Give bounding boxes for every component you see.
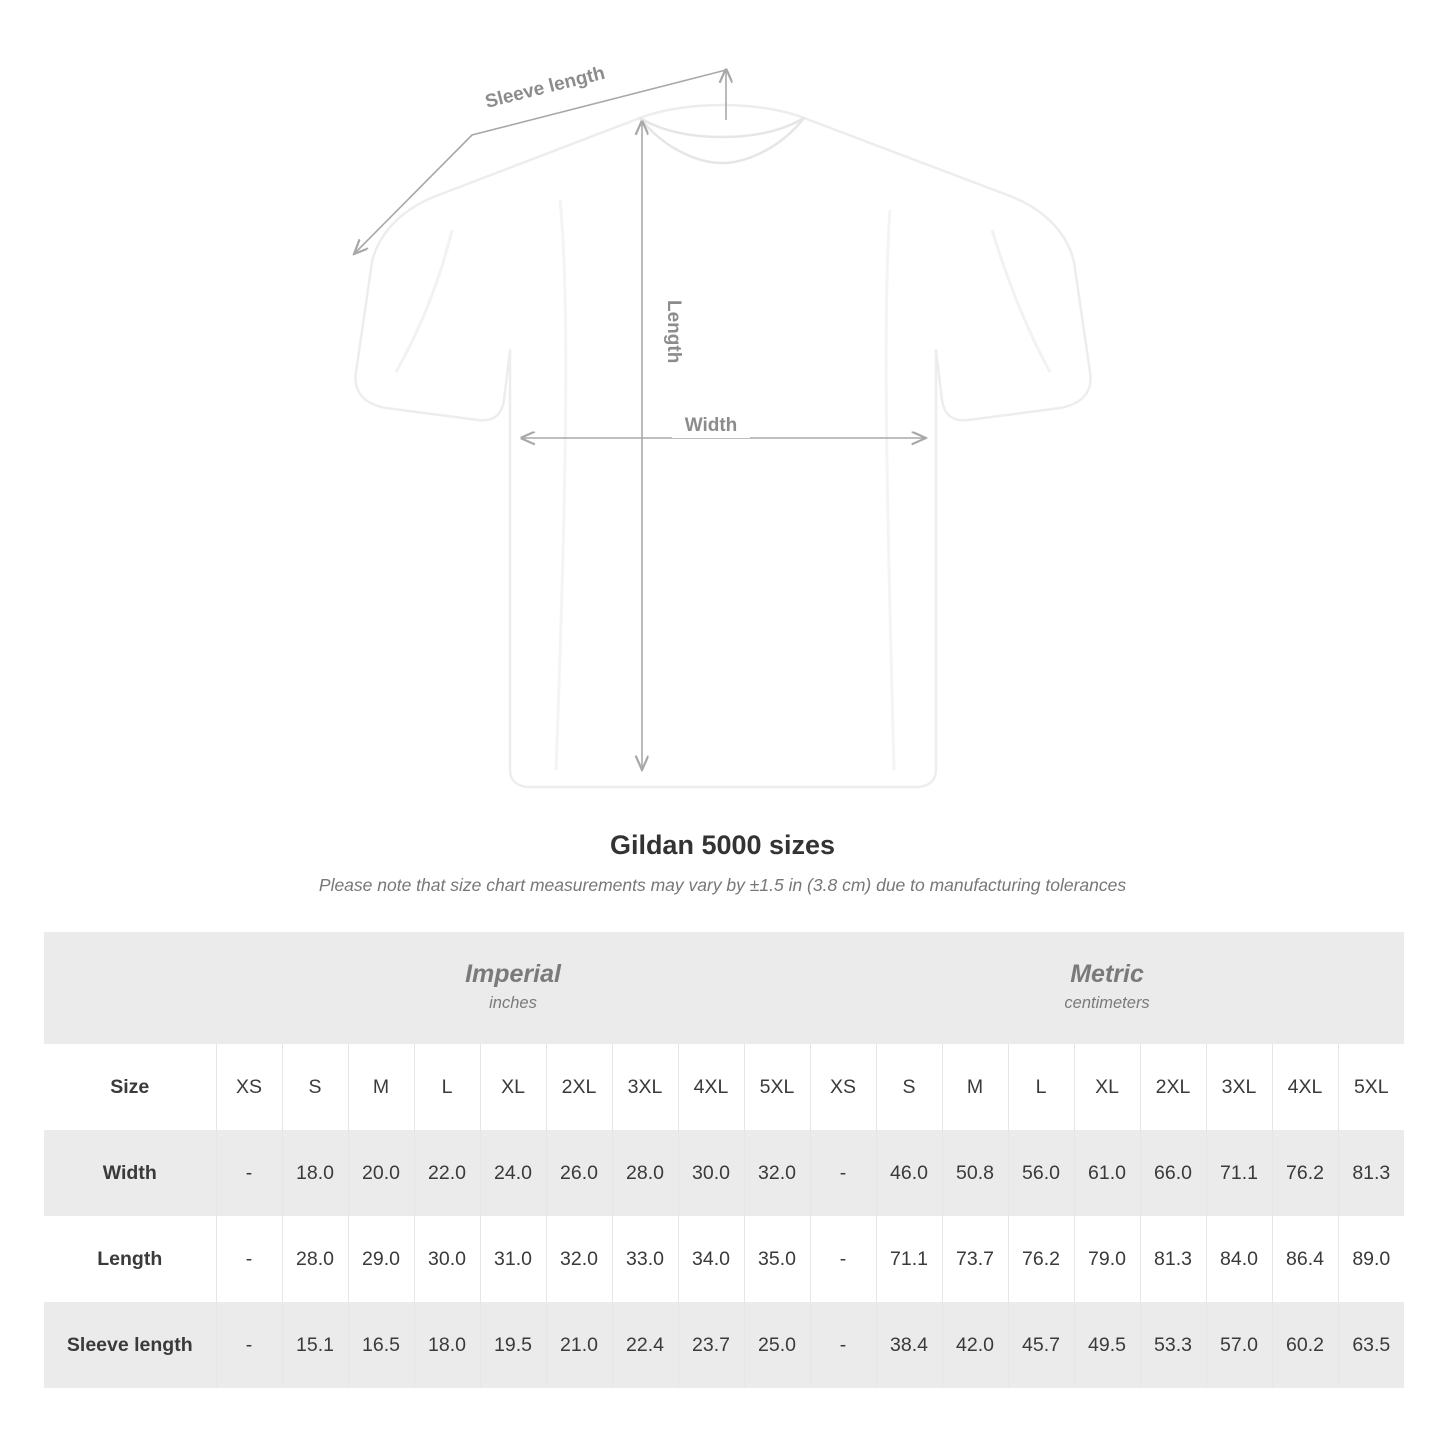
cell-length-met-5xl: 89.0 — [1338, 1216, 1404, 1302]
cell-length-imp-xl: 31.0 — [480, 1216, 546, 1302]
cell-sleeve-imp-l: 18.0 — [414, 1302, 480, 1388]
size-col-met-m: M — [942, 1044, 1008, 1130]
cell-width-imp-xl: 24.0 — [480, 1130, 546, 1216]
size-col-imp-m: M — [348, 1044, 414, 1130]
cell-sleeve-met-4xl: 60.2 — [1272, 1302, 1338, 1388]
cell-length-imp-3xl: 33.0 — [612, 1216, 678, 1302]
cell-length-imp-l: 30.0 — [414, 1216, 480, 1302]
cell-width-met-xs: - — [810, 1130, 876, 1216]
imperial-sublabel: inches — [489, 994, 537, 1013]
cell-length-imp-m: 29.0 — [348, 1216, 414, 1302]
cell-sleeve-met-s: 38.4 — [876, 1302, 942, 1388]
cell-length-met-4xl: 86.4 — [1272, 1216, 1338, 1302]
size-col-imp-xs: XS — [216, 1044, 282, 1130]
size-col-imp-3xl: 3XL — [612, 1044, 678, 1130]
cell-width-met-s: 46.0 — [876, 1130, 942, 1216]
row-label-size: Size — [44, 1044, 216, 1130]
cell-width-imp-xs: - — [216, 1130, 282, 1216]
cell-sleeve-imp-3xl: 22.4 — [612, 1302, 678, 1388]
cell-width-met-m: 50.8 — [942, 1130, 1008, 1216]
cell-sleeve-met-xs: - — [810, 1302, 876, 1388]
size-col-met-xs: XS — [810, 1044, 876, 1130]
size-col-met-3xl: 3XL — [1206, 1044, 1272, 1130]
size-chart-table — [44, 932, 1404, 1388]
cell-sleeve-met-3xl: 57.0 — [1206, 1302, 1272, 1388]
cell-length-imp-5xl: 35.0 — [744, 1216, 810, 1302]
cell-width-imp-3xl: 28.0 — [612, 1130, 678, 1216]
cell-sleeve-imp-s: 15.1 — [282, 1302, 348, 1388]
cell-sleeve-met-xl: 49.5 — [1074, 1302, 1140, 1388]
table-row — [44, 1302, 1404, 1388]
size-col-imp-l: L — [414, 1044, 480, 1130]
cell-width-imp-s: 18.0 — [282, 1130, 348, 1216]
cell-length-met-m: 73.7 — [942, 1216, 1008, 1302]
cell-length-met-l: 76.2 — [1008, 1216, 1074, 1302]
cell-length-met-3xl: 84.0 — [1206, 1216, 1272, 1302]
cell-length-imp-xs: - — [216, 1216, 282, 1302]
cell-sleeve-imp-5xl: 25.0 — [744, 1302, 810, 1388]
size-table-wrapper — [0, 896, 1445, 1388]
cell-length-imp-4xl: 34.0 — [678, 1216, 744, 1302]
cell-length-met-xs: - — [810, 1216, 876, 1302]
size-col-met-l: L — [1008, 1044, 1074, 1130]
size-col-imp-4xl: 4XL — [678, 1044, 744, 1130]
unit-header-row — [44, 932, 1404, 1044]
cell-length-met-xl: 79.0 — [1074, 1216, 1140, 1302]
cell-length-met-2xl: 81.3 — [1140, 1216, 1206, 1302]
size-col-met-xl: XL — [1074, 1044, 1140, 1130]
row-label-length: Length — [44, 1216, 216, 1302]
cell-sleeve-imp-4xl: 23.7 — [678, 1302, 744, 1388]
cell-width-imp-2xl: 26.0 — [546, 1130, 612, 1216]
size-col-imp-xl: XL — [480, 1044, 546, 1130]
cell-sleeve-met-5xl: 63.5 — [1338, 1302, 1404, 1388]
metric-sublabel: centimeters — [1064, 994, 1150, 1013]
cell-sleeve-imp-xl: 19.5 — [480, 1302, 546, 1388]
row-label-sleeve-length: Sleeve length — [44, 1302, 216, 1388]
unit-header-imperial — [216, 932, 810, 1044]
cell-width-met-xl: 61.0 — [1074, 1130, 1140, 1216]
cell-width-met-4xl: 76.2 — [1272, 1130, 1338, 1216]
size-col-met-s: S — [876, 1044, 942, 1130]
cell-width-imp-4xl: 30.0 — [678, 1130, 744, 1216]
size-row — [44, 1044, 1404, 1130]
size-col-imp-5xl: 5XL — [744, 1044, 810, 1130]
unit-header-spacer — [44, 932, 216, 1044]
cell-sleeve-met-2xl: 53.3 — [1140, 1302, 1206, 1388]
cell-sleeve-met-m: 42.0 — [942, 1302, 1008, 1388]
cell-sleeve-imp-m: 16.5 — [348, 1302, 414, 1388]
size-col-met-4xl: 4XL — [1272, 1044, 1338, 1130]
cell-width-imp-m: 20.0 — [348, 1130, 414, 1216]
chart-note: Please note that size chart measurements may vary by ±1.5 in (3.8 cm) due to manufacturing tolerances — [318, 875, 1127, 895]
row-label-width: Width — [44, 1130, 216, 1216]
cell-length-imp-2xl: 32.0 — [546, 1216, 612, 1302]
length-label: Length — [663, 300, 684, 364]
cell-width-imp-l: 22.0 — [414, 1130, 480, 1216]
imperial-label: Imperial — [465, 960, 561, 989]
cell-width-met-l: 56.0 — [1008, 1130, 1074, 1216]
sleeve-length-label: Sleeve length — [483, 62, 608, 113]
cell-width-met-5xl: 81.3 — [1338, 1130, 1404, 1216]
width-label: Width — [684, 415, 738, 436]
cell-length-met-s: 71.1 — [876, 1216, 942, 1302]
chart-title: Gildan 5000 sizes — [609, 830, 836, 860]
cell-width-imp-5xl: 32.0 — [744, 1130, 810, 1216]
cell-width-met-2xl: 66.0 — [1140, 1130, 1206, 1216]
cell-sleeve-met-l: 45.7 — [1008, 1302, 1074, 1388]
size-col-imp-2xl: 2XL — [546, 1044, 612, 1130]
table-row — [44, 1216, 1404, 1302]
cell-sleeve-imp-xs: - — [216, 1302, 282, 1388]
size-col-met-5xl: 5XL — [1338, 1044, 1404, 1130]
cell-length-imp-s: 28.0 — [282, 1216, 348, 1302]
cell-sleeve-imp-2xl: 21.0 — [546, 1302, 612, 1388]
unit-header-metric — [810, 932, 1404, 1044]
size-col-imp-s: S — [282, 1044, 348, 1130]
metric-label: Metric — [1070, 960, 1144, 989]
table-row — [44, 1130, 1404, 1216]
tshirt-shape — [356, 105, 1091, 787]
cell-width-met-3xl: 71.1 — [1206, 1130, 1272, 1216]
size-col-met-2xl: 2XL — [1140, 1044, 1206, 1130]
